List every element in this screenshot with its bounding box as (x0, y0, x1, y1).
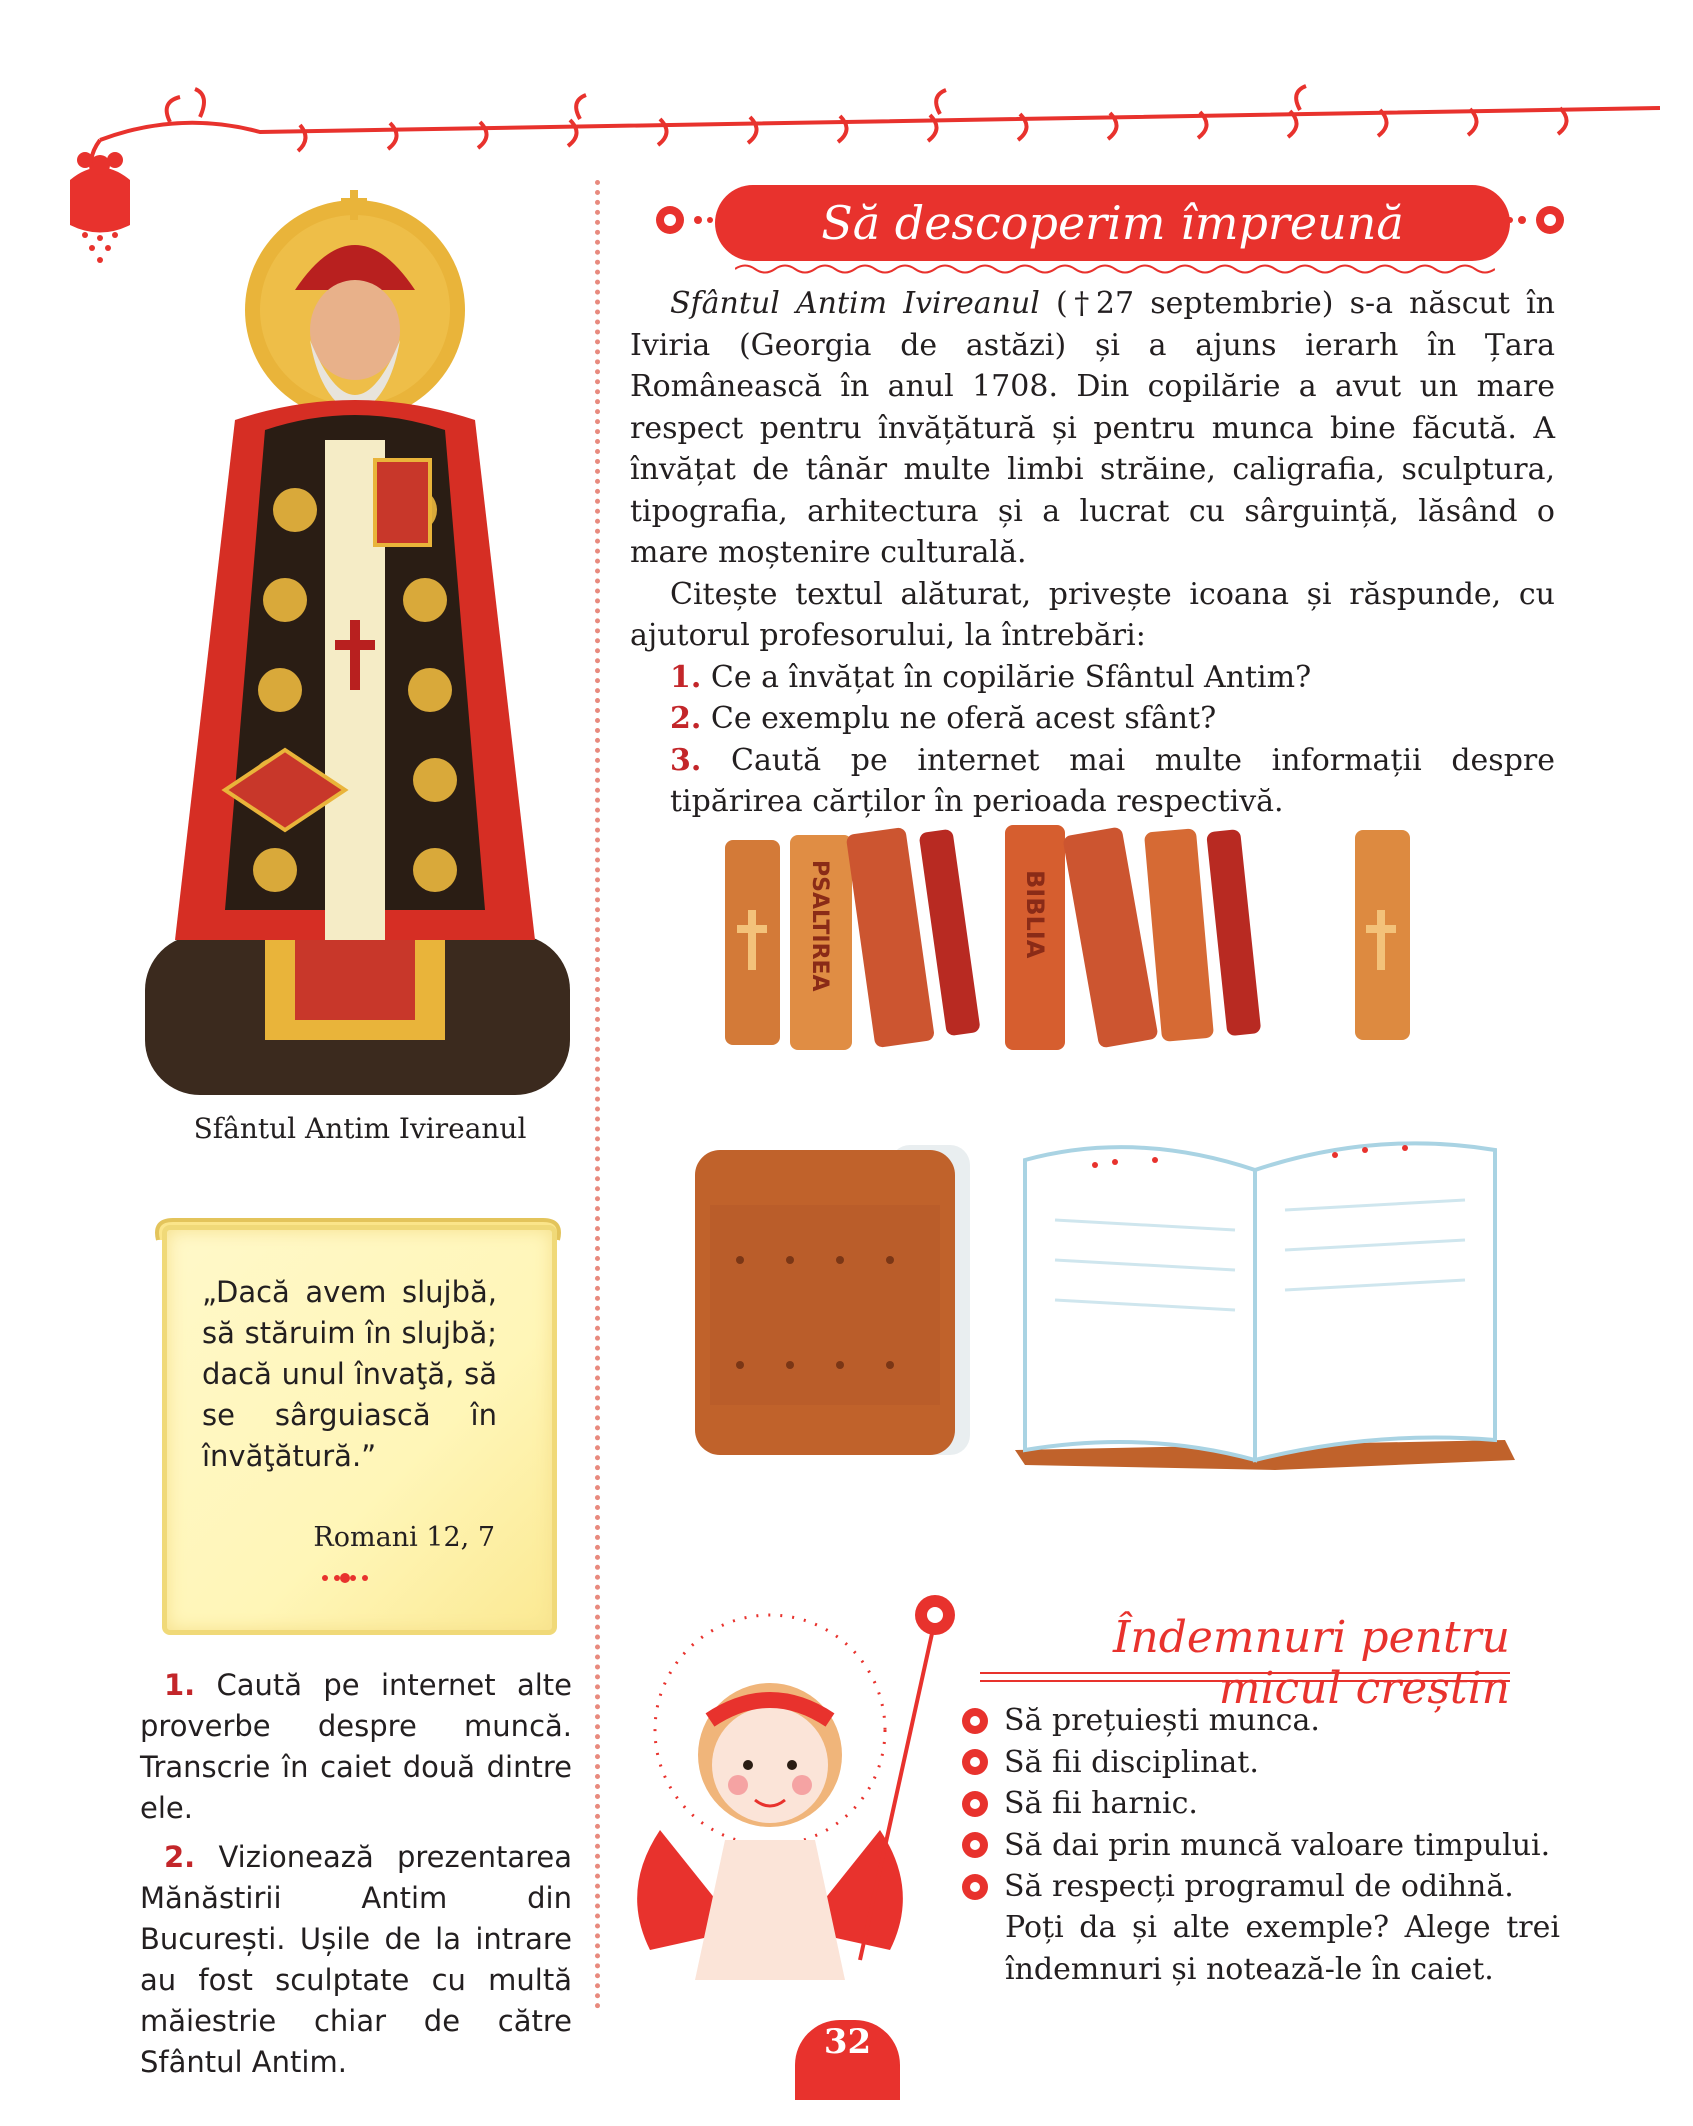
saint-icon-illustration (145, 180, 570, 1100)
intro-paragraph-1: (†27 septembrie) s-a născut în Iviria (Georgia de astăzi) și a ajuns ierarh în Țara Românească în anul 1708. Din copilărie a avut un mare respect pentru învățătură și pentru munca bine făcută. A învățat de tânăr multe limbi străine, caligrafia, sculptura, tipografia, arhitectura și a lucrat cu sârguință, lăsând o mare moștenire culturală. (630, 286, 1555, 570)
advice-title-underline (980, 1672, 1510, 1682)
advice-extra-text: Poți da și alte exemple? Alege trei îndemnuri și notează-le în caiet. (1005, 1910, 1560, 1987)
quote-reference: Romani 12, 7 (313, 1522, 495, 1553)
book-spine-psaltirea: PSALTIREA (807, 860, 832, 992)
banner-scallop-border (735, 262, 1495, 276)
flower-bullet-icon (960, 1872, 990, 1902)
question-2: 2. Ce exemplu ne oferă acest sfânt? (670, 701, 1217, 736)
scroll-ornament-icon (315, 1568, 375, 1588)
old-books-illustration (705, 800, 1445, 1060)
advice-list (960, 1700, 1560, 1908)
saint-name: Sfântul Antim Ivireanul (670, 286, 1040, 321)
quote-text: „Dacă avem slujbă, să stăruim în slujbă; dacă unul învaţă, să se sârguiască în învăţătură.” (202, 1275, 497, 1473)
closed-book-illustration (680, 1135, 1000, 1470)
angel-child-illustration (630, 1570, 970, 1990)
left-tasks (140, 1665, 572, 2091)
section-title-banner: Să descoperim împreună (715, 185, 1510, 261)
column-divider (595, 180, 600, 2010)
red-bell-flower-icon (70, 140, 130, 263)
flower-bullet-icon (960, 1830, 990, 1860)
intro-text (630, 283, 1555, 823)
left-task-2: 2. Vizionează prezentarea Mănăstirii Antim din București. Ușile de la intrare au fost sculptate cu multă măiestrie chiar de către Sfântul Antim. (140, 1840, 572, 2079)
header-ornament-right (1500, 195, 1570, 245)
question-1: 1. Ce a învățat în copilărie Sfântul Antim? (670, 659, 1312, 695)
intro-paragraph-2: Citește textul alăturat, privește icoana și răspunde, cu ajutorul profesorului, la întrebări: (630, 576, 1555, 653)
advice-item: Să respecți programul de odihnă. (960, 1866, 1560, 1908)
header-ornament-left (650, 195, 720, 245)
advice-item: Să fii disciplinat. (960, 1742, 1560, 1784)
advice-item: Să prețuiești munca. (960, 1700, 1560, 1742)
book-spine-biblia: BIBLIA (1021, 870, 1049, 959)
page-number: 32 (823, 2022, 872, 2062)
flower-bullet-icon (960, 1789, 990, 1819)
question-3: 3. Caută pe internet mai multe informații despre tipărirea cărților în perioada respectivă. (670, 742, 1555, 819)
flower-bullet-icon (960, 1747, 990, 1777)
advice-title: Îndemnuri pentru micul creștin (1112, 1612, 1510, 1714)
open-book-illustration (1005, 1120, 1525, 1475)
advice-item: Să dai prin muncă valoare timpului. (960, 1825, 1560, 1867)
left-task-1: 1. Caută pe internet alte proverbe despre muncă. Transcrie în caiet două dintre ele. (140, 1668, 572, 1825)
icon-caption: Sfântul Antim Ivireanul (193, 1112, 527, 1145)
advice-item: Să fii harnic. (960, 1783, 1560, 1825)
flower-bullet-icon (960, 1706, 990, 1736)
